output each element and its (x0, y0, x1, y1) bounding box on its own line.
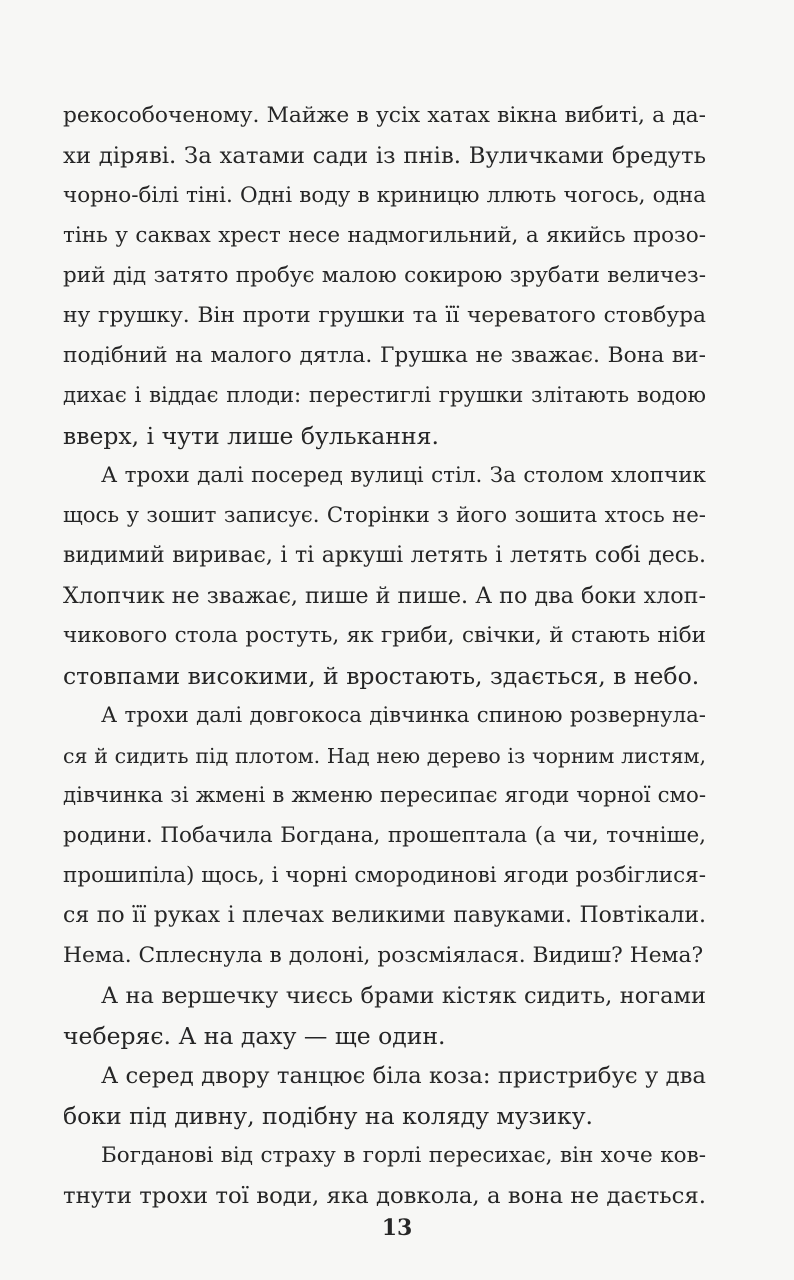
text-line: боки під дивну, подібну на коляду музику. (63, 1102, 594, 1130)
text-line: А трохи далі довгокоса дівчинка спиною розвернула- (101, 703, 706, 728)
page-text (63, 96, 707, 1209)
text-line: тінь у саквах хрест несе надмогильний, а якийсь прозо- (63, 223, 706, 248)
text-line: прошипіла) щось, і чорні смородинові ягоди розбіглися- (63, 863, 706, 888)
page-number: 13 (381, 1215, 413, 1241)
text-line: вверх, і чути лише булькання. (63, 422, 439, 450)
text-line: дівчинка зі жмені в жменю пересипає ягоди чорної смо- (63, 783, 706, 808)
text-line: хи діряві. За хатами сади із пнів. Вуличками бредуть (63, 143, 706, 169)
text-line: стовпами високими, й вростають, здається, в небо. (63, 662, 700, 690)
text-line: чорно-білі тіні. Одні воду в криницю ллють чогось, одна (63, 183, 706, 208)
text-line: А трохи далі посеред вулиці стіл. За столом хлопчик (101, 463, 706, 488)
text-line: рекособоченому. Майже в усіх хатах вікна вибиті, а да- (63, 103, 706, 128)
text-line: родини. Побачила Богдана, прошептала (а чи, точніше, (63, 823, 706, 848)
text-line: Богданові від страху в горлі пересихає, він хоче ков- (101, 1143, 706, 1168)
text-line: А серед двору танцює біла коза: пристрибує у два (101, 1063, 706, 1089)
text-line: подібний на малого дятла. Грушка не зважає. Вона ви- (63, 343, 706, 368)
text-line: Хлопчик не зважає, пише й пише. А по два боки хлоп- (63, 583, 707, 609)
text-line: Нема. Сплеснула в долоні, розсміялася. Видиш? Нема? (63, 943, 704, 968)
text-line: видимий вириває, і ті аркуші летять і летять собі десь. (63, 543, 706, 568)
text-line: ся по її руках і плечах великими павуками. Повтікали. (63, 903, 706, 928)
text-line: чикового стола ростуть, як гриби, свічки, й стають ніби (63, 623, 706, 648)
text-line: чеберяє. А на даху — ще один. (63, 1022, 446, 1050)
text-line: А на вершечку чиєсь брами кістяк сидить, ногами (101, 983, 706, 1009)
text-line: ну грушку. Він проти грушки та її череватого стовбура (63, 303, 706, 328)
text-line: ся й сидить під плотом. Над нею дерево із чорним листям, (63, 744, 706, 768)
text-line: дихає і віддає плоди: перестиглі грушки злітають водою (63, 383, 706, 408)
text-line: щось у зошит записує. Сторінки з його зошита хтось не- (63, 503, 706, 528)
text-line: рий дід затято пробує малою сокирою зрубати величез- (63, 263, 706, 288)
text-line: тнути трохи тої води, яка довкола, а вона не дається. (63, 1183, 706, 1209)
